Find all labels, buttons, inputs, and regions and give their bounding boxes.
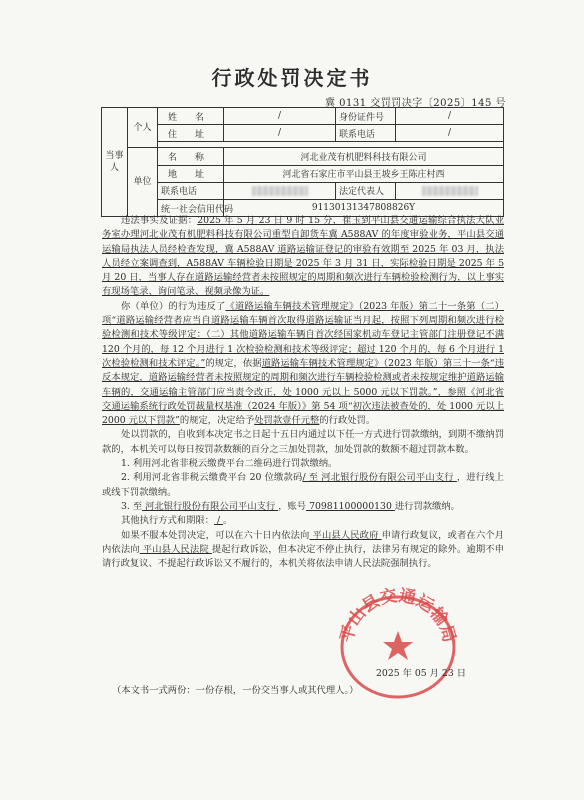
unit-name-label: 名称 [158, 148, 224, 165]
contact-value: / [396, 125, 504, 142]
name-value: / [224, 108, 336, 125]
payment-method-2: 2. 利用河北省非税云缴费平台 20 位缴款码/ 至 河北银行股份有限公司平山支行 ，进行线上或线下罚款缴纳。 [102, 472, 504, 498]
unit-label-cell: 单位 [128, 148, 158, 217]
legal-rep-label: 法定代表人 [336, 182, 396, 199]
payment-paragraph: 处以罚款的，自收到本决定书之日起十五日内通过以下任一方式进行罚款缴纳，到期不缴纳罚款的，本机关可以每日按罚款数额的百分之三加处罚款，加处罚款的数额不超过罚款本数。 [102, 429, 504, 455]
party-info-table [101, 107, 504, 217]
redacted-phone [252, 186, 308, 196]
address-value: / [224, 125, 336, 142]
appeal-paragraph: 如果不服本处罚决定，可以在六十日内依法向 平山县人民政府 申请行政复议，或者在六个月内依法向 平山县人民法院 提起行政诉讼，但本决定不停止执行，法律另有规定的除外。逾期不申请行政复议、不提起行政诉讼又不履行的，本机关将依法申请人民法院强制执行。 [102, 529, 504, 570]
unit-phone-value [224, 182, 336, 199]
redacted-name [422, 186, 478, 196]
document-body [102, 214, 504, 571]
issue-date: 2025 年 05 月 23 日 [376, 668, 466, 679]
unit-address-label: 地址 [158, 165, 224, 182]
document-number: 冀 0131 交罚罚决字〔2025〕145 号 [324, 98, 506, 109]
unit-address-value: 河北省石家庄市平山县王坡乡王陈庄村西 [224, 165, 504, 182]
unit-name-value: 河北业茂有机肥料科技有限公司 [224, 148, 504, 165]
other-methods: 其他执行方式和期限： / 。 [121, 515, 233, 527]
name-label: 姓名 [158, 108, 224, 125]
legal-rep-value [396, 182, 504, 199]
legal-basis-paragraph: 你（单位）的行为违反了《道路运输车辆技术管理规定》（2023 年版）第二十一条第（二）项“道路运输经营者应当自道路运输车辆首次取得道路运输证当月起，按照下列周期和频次进行检验检测和技术等级评定：（二）其他道路运输车辆自首次经国家机动车登记主管部门注册登记不满 120 个月的，每 12 个月进行 1 次检验检测和技术等级评定；超过 120 个月的，每 6 个月进行 1 次检验检测和技术评定。”的规定，依据道路运输车辆技术管理规定》（2023 年版）第三十一条“违反本规定，道路运输经营者未按照规定的周期和频次进行车辆检验检测或者未按规定维护道路运输车辆的，交通运输主管部门应当责令改正，处 1000 元以上 5000 元以下罚款。”，参照《河北省交通运输系统行政处罚裁量权基准（2024 年版）》第 54 项“初次违法被查处的，处 1000 元以上 2000 元以下罚款”的规定，决定给予处罚款壹仟元整的行政处罚。 [102, 300, 504, 427]
seal-text-path: 平山县交通运输局 [336, 585, 460, 645]
payment-method-1: 1. 利用河北省非税云缴费平台二维码进行罚款缴纳。 [121, 458, 338, 470]
contact-label: 联系电话 [336, 125, 396, 142]
id-label: 身份证件号 [336, 108, 396, 125]
footnote: （本文书一式两份：一份存根，一份交当事人或其代理人。） [112, 685, 359, 696]
credit-code-value: 91130131347808826Y [224, 199, 504, 216]
party-label-cell: 当事人 [102, 108, 128, 217]
document-title: 行政处罚决定书 [211, 66, 373, 90]
id-value: / [396, 108, 504, 125]
unit-phone-label: 联系电话 [158, 182, 224, 199]
payment-method-3: 3. 至 河北银行股份有限公司平山支行 ，账号 70981100000130 进行罚款缴纳。 [121, 500, 460, 512]
credit-code-label: 统一社会信用代码 [158, 199, 224, 216]
address-label: 住址 [158, 125, 224, 142]
seal-star-icon [383, 631, 413, 660]
facts-paragraph: 违法事实及证据：2025 年 5 月 23 日 9 时 15 分，崔玉到平山县交通运输综合执法大队业务室办理河北业茂有机肥料科技有限公司重型自卸货车冀 A588AV 的年度审验业务，平山县交通运输局执法人员经检查发现，冀 A588AV 道路运输证登记的审验有效期至 2025 年 03 月，执法人员经立案调查到，A588AV 车辆检验日期是 2025 年 3 月 31 日，实际检验日期是 2025 年 5 月 20 日，当事人存在道路运输经营者未按照规定的周期和频次进行车辆检验检测行为，以上事实有现场笔录、询问笔录、视频录像为证。 [102, 215, 504, 298]
person-label-cell: 个人 [128, 108, 158, 148]
